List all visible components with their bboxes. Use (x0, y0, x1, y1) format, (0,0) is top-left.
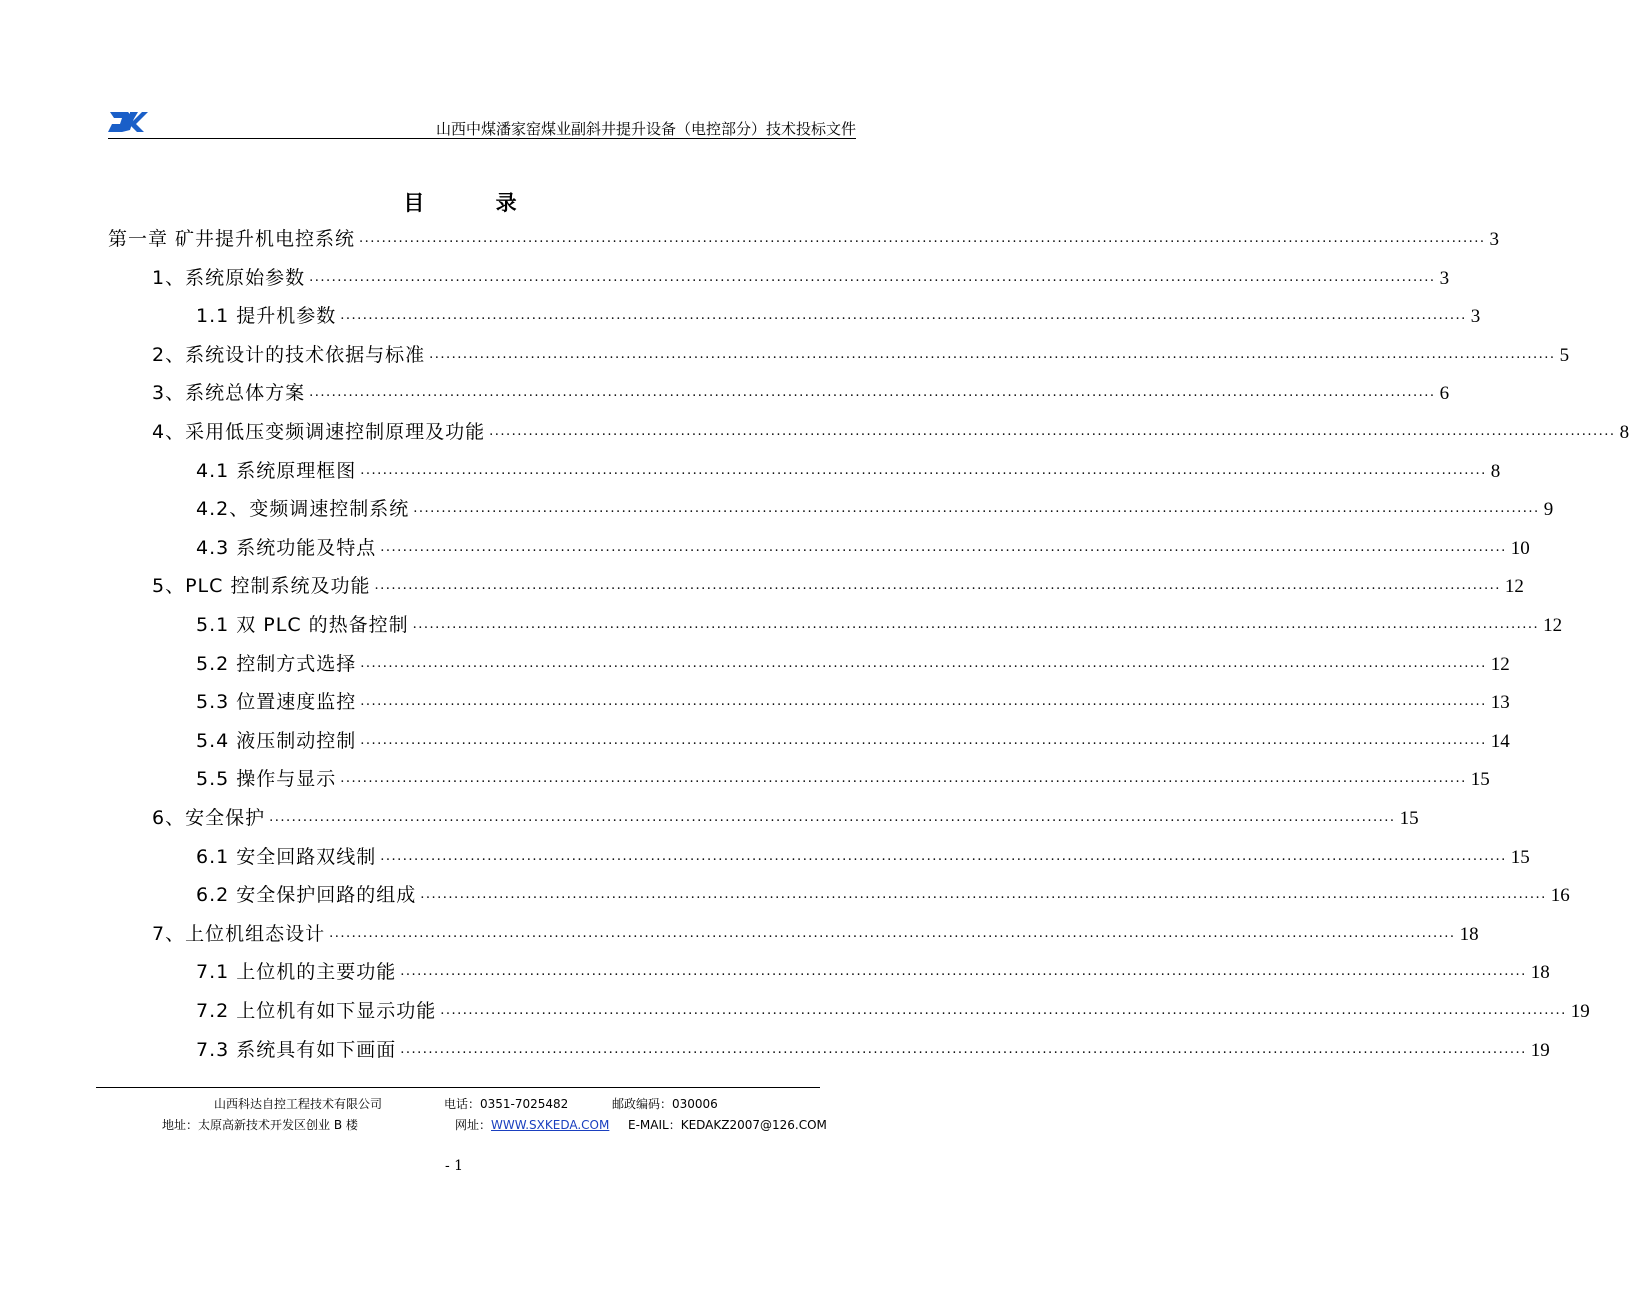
toc-entry[interactable] (196, 877, 1570, 907)
toc-leader-dots: ........................................................................................................................................................................................................ (374, 578, 1501, 594)
toc-page-number: 16 (1550, 885, 1570, 907)
toc-leader-dots: ........................................................................................................................................................................................................ (412, 617, 1540, 632)
toc-page-number: 9 (1543, 499, 1554, 521)
toc-leader-dots: ........................................................................................................................................................................................................ (400, 964, 1527, 980)
toc-entry-text: 2、系统设计的技术依据与标准 (152, 343, 426, 366)
toc-page-number: 12 (1543, 615, 1563, 636)
toc-entry-text: 1.1 提升机参数 (196, 305, 337, 328)
footer-postcode: 邮政编码：030006 (612, 1097, 718, 1111)
footer-phone: 电话：0351-7025482 (444, 1097, 569, 1111)
toc-page-number: 3 (1470, 306, 1481, 328)
toc-entry[interactable] (152, 414, 1629, 444)
toc-page-number: 8 (1490, 460, 1501, 482)
toc-page-number: 12 (1504, 576, 1524, 598)
toc-entry[interactable] (196, 646, 1510, 676)
toc-entry[interactable] (196, 1032, 1550, 1062)
header-divider (108, 138, 856, 139)
toc-entry[interactable] (152, 375, 1450, 405)
toc-leader-dots: ........................................................................................................................................................................................................ (359, 231, 1486, 246)
footer-website-label: 网址： (455, 1118, 492, 1132)
toc-entry[interactable] (196, 839, 1530, 869)
toc-leader-dots: ........................................................................................................................................................................................................ (340, 771, 1467, 787)
toc-leader-dots: ........................................................................................................................................................................................................ (360, 655, 1487, 671)
toc-page-number: 14 (1490, 730, 1510, 752)
toc-leader-dots: ........................................................................................................................................................................................................ (440, 1003, 1567, 1018)
toc-leader-dots: ........................................................................................................................................................................................................ (309, 385, 1436, 401)
toc-leader-dots: ........................................................................................................................................................................................................ (360, 732, 1487, 748)
footer-website-row (455, 1116, 609, 1133)
toc-leader-dots: ........................................................................................................................................................................................................ (360, 694, 1487, 710)
toc-entry-text: 5.3 位置速度监控 (196, 691, 357, 714)
toc-entry[interactable] (196, 684, 1510, 714)
toc-entry-text: 1、系统原始参数 (152, 266, 306, 289)
toc-page-number: 18 (1530, 962, 1550, 984)
toc-entry[interactable] (196, 761, 1490, 791)
toc-entry-text: 7.2 上位机有如下显示功能 (196, 1000, 437, 1022)
toc-title: 目 录 (403, 191, 549, 215)
toc-entry-text: 3、系统总体方案 (152, 382, 306, 405)
toc-leader-dots: ........................................................................................................................................................................................................ (380, 539, 1507, 555)
toc-entry-text: 7、上位机组态设计 (152, 922, 326, 945)
toc-entry-text: 第一章 矿井提升机电控系统 (108, 228, 356, 250)
toc-leader-dots: ........................................................................................................................................................................................................ (429, 346, 1556, 362)
toc-entry[interactable] (196, 298, 1481, 328)
toc-page-number: 13 (1490, 692, 1510, 714)
toc-entry[interactable] (196, 607, 1563, 637)
toc-page-number: 5 (1559, 344, 1570, 366)
toc-page-number: 19 (1570, 1001, 1590, 1022)
toc-entry[interactable] (196, 954, 1550, 984)
toc-page-number: 19 (1530, 1039, 1550, 1061)
toc-page-number: 12 (1490, 653, 1510, 675)
toc-entry-text: 4.2、变频调速控制系统 (196, 498, 410, 521)
footer-address: 地址：太原高新技术开发区创业 B 楼 (162, 1118, 358, 1132)
toc-page-number: 10 (1510, 537, 1530, 559)
toc-leader-dots: ........................................................................................................................................................................................................ (360, 462, 1487, 478)
toc-entry[interactable] (196, 491, 1554, 521)
toc-page-number: 8 (1619, 422, 1629, 443)
toc-leader-dots: ........................................................................................................................................................................................................ (269, 810, 1396, 825)
toc-entry-text: 5、PLC 控制系统及功能 (152, 575, 371, 598)
toc-page-number: 3 (1489, 229, 1500, 250)
toc-entry-text: 6.1 安全回路双线制 (196, 845, 377, 868)
toc-entry[interactable] (196, 530, 1530, 560)
toc-leader-dots: ........................................................................................................................................................................................................ (400, 1041, 1527, 1057)
footer-divider (96, 1087, 820, 1088)
toc-entry[interactable] (196, 453, 1501, 483)
toc-entry-text: 5.1 双 PLC 的热备控制 (196, 614, 409, 636)
page-number: - 1 (445, 1158, 464, 1174)
toc-leader-dots: ........................................................................................................................................................................................................ (329, 925, 1456, 941)
toc-page-number: 15 (1470, 769, 1490, 791)
toc-leader-dots: ........................................................................................................................................................................................................ (413, 501, 1540, 517)
toc-entry[interactable] (152, 800, 1419, 830)
toc-leader-dots: ........................................................................................................................................................................................................ (380, 848, 1507, 864)
toc-leader-dots: ........................................................................................................................................................................................................ (420, 887, 1547, 903)
toc-entry[interactable] (152, 260, 1450, 290)
toc-page-number: 18 (1459, 923, 1479, 945)
toc-entry-text: 7.1 上位机的主要功能 (196, 961, 397, 984)
toc-entry-text: 4.1 系统原理框图 (196, 459, 357, 482)
toc-page-number: 15 (1399, 808, 1419, 829)
toc-leader-dots: ........................................................................................................................................................................................................ (489, 424, 1616, 439)
toc-entry-text: 5.4 液压制动控制 (196, 729, 357, 752)
toc-page-number: 15 (1510, 846, 1530, 868)
toc-entry[interactable] (196, 993, 1590, 1023)
toc-entry-text: 4.3 系统功能及特点 (196, 536, 377, 559)
toc-entry-text: 6.2 安全保护回路的组成 (196, 884, 417, 907)
toc-entry-text: 4、采用低压变频调速控制原理及功能 (152, 421, 486, 443)
toc-entry[interactable] (152, 337, 1570, 367)
toc-entry-text: 6、安全保护 (152, 807, 266, 829)
toc-entry[interactable] (152, 568, 1524, 598)
footer-company: 山西科达自控工程技术有限公司 (214, 1097, 383, 1111)
footer-email: E-MAIL：KEDAKZ2007@126.COM (628, 1118, 827, 1132)
toc-entry-text: 5.5 操作与显示 (196, 768, 337, 791)
toc-entry-text: 7.3 系统具有如下画面 (196, 1038, 397, 1061)
toc-entry[interactable] (108, 221, 1500, 251)
toc-entry-text: 5.2 控制方式选择 (196, 652, 357, 675)
toc-page-number: 3 (1439, 267, 1450, 289)
toc-leader-dots: ........................................................................................................................................................................................................ (309, 269, 1436, 285)
toc-leader-dots: ........................................................................................................................................................................................................ (340, 308, 1467, 324)
header-title: 山西中煤潘家窑煤业副斜井提升设备（电控部分）技术投标文件 (435, 120, 856, 138)
company-logo (108, 110, 148, 134)
toc-entry[interactable] (152, 916, 1479, 946)
footer-website-link[interactable]: WWW.SXKEDA.COM (491, 1118, 610, 1132)
toc-entry[interactable] (196, 723, 1510, 753)
toc-page-number: 6 (1439, 383, 1450, 405)
